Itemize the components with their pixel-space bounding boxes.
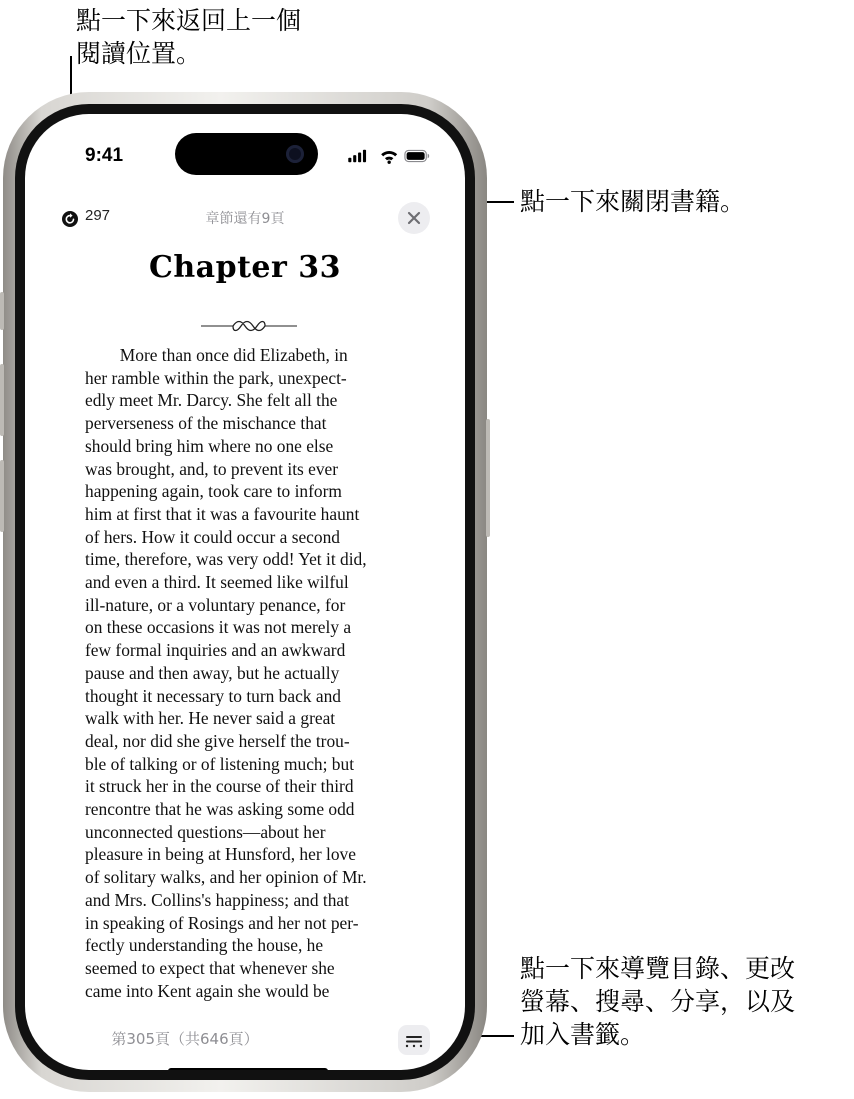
wifi-icon [381,151,397,164]
callout-back-line1: 點一下來返回上一個 [76,6,302,35]
dynamic-island [175,133,318,175]
action-button [0,292,4,330]
callout-menu-line2: 螢幕、搜尋、分享，以及 [520,987,796,1016]
body-line: few formal inquiries and an awkward [85,640,346,661]
menu-lines-icon [398,1025,430,1055]
previous-page-number[interactable]: 297 [85,207,111,224]
page-count: 第305頁（共646頁） [111,1030,259,1048]
body-line: of hers. How it could occur a second [85,526,340,547]
callout-menu-line1: 點一下來導覽目錄、更改 [520,954,796,983]
body-line: came into Kent again she would be [85,980,330,1001]
chapter-title: Chapter 33 [148,250,342,285]
phone-frame [3,92,487,1092]
home-indicator[interactable] [168,1068,328,1070]
book-page-text[interactable] [85,344,431,1002]
status-time: 9:41 [85,145,124,166]
side-button [486,419,490,537]
reader-top-bar [25,200,465,236]
body-line: happening again, took care to inform [85,481,342,502]
callout-menu [520,952,795,1051]
body-line: thought it necessary to turn back and [85,685,341,706]
camera-icon [286,145,304,163]
body-line: and Mrs. Collins's happiness; and that [85,889,349,910]
body-line: More than once did Elizabeth, in [85,345,348,365]
body-line: perverseness of the mischance that [85,413,327,434]
body-line: time, therefore, was very odd! Yet it did, [85,549,367,570]
body-line: of solitary walks, and her opinion of Mr. [85,867,367,888]
body-line: and even a third. It seemed like wilful [85,572,349,593]
body-line: was brought, and, to prevent its ever [85,458,339,479]
body-line: in speaking of Rosings and her not per- [85,912,359,933]
volume-down-button [0,460,4,532]
phone-screen [25,114,465,1070]
body-line: it struck her in the course of their third [85,776,354,797]
body-line: fectly understanding the house, he [85,935,324,956]
body-line: seemed to expect that whenever she [85,957,335,978]
body-line: her ramble within the park, unexpect- [85,367,347,388]
body-line: should bring him where no one else [85,435,334,456]
reader-menu-button[interactable] [398,1025,430,1055]
close-book-button[interactable] [398,202,430,234]
body-line: ill-nature, or a voluntary penance, for [85,594,346,615]
battery-icon [405,150,429,161]
body-line: on these occasions it was not merely a [85,617,352,638]
volume-up-button [0,364,4,436]
body-line: deal, nor did she give herself the trou- [85,730,350,751]
body-line: him at first that it was a favourite haunt [85,503,360,524]
phone-bezel [15,104,475,1080]
body-line: edly meet Mr. Darcy. She felt all the [85,390,338,411]
body-line: walk with her. He never said a great [85,708,336,729]
body-line: pause and then away, but he actually [85,662,340,683]
body-line: rencontre that he was asking some odd [85,799,355,820]
callout-back-line2: 閱讀位置。 [76,39,202,68]
back-arrow-circle-icon[interactable] [62,211,78,227]
body-line: unconnected questions—about her [85,821,326,842]
body-line: pleasure in being at Hunsford, her love [85,844,356,865]
callout-close: 點一下來關閉書籍。 [520,187,746,216]
cellular-signal-icon [348,150,366,162]
chapter-ornament-icon [201,318,297,334]
body-line: ble of talking or of listening much; but [85,753,355,774]
callout-back [76,4,301,70]
close-x-icon [398,202,430,234]
pages-left-in-chapter: 章節還有9頁 [205,211,285,227]
status-icons [343,148,438,164]
callout-menu-line3: 加入書籤。 [520,1020,646,1049]
